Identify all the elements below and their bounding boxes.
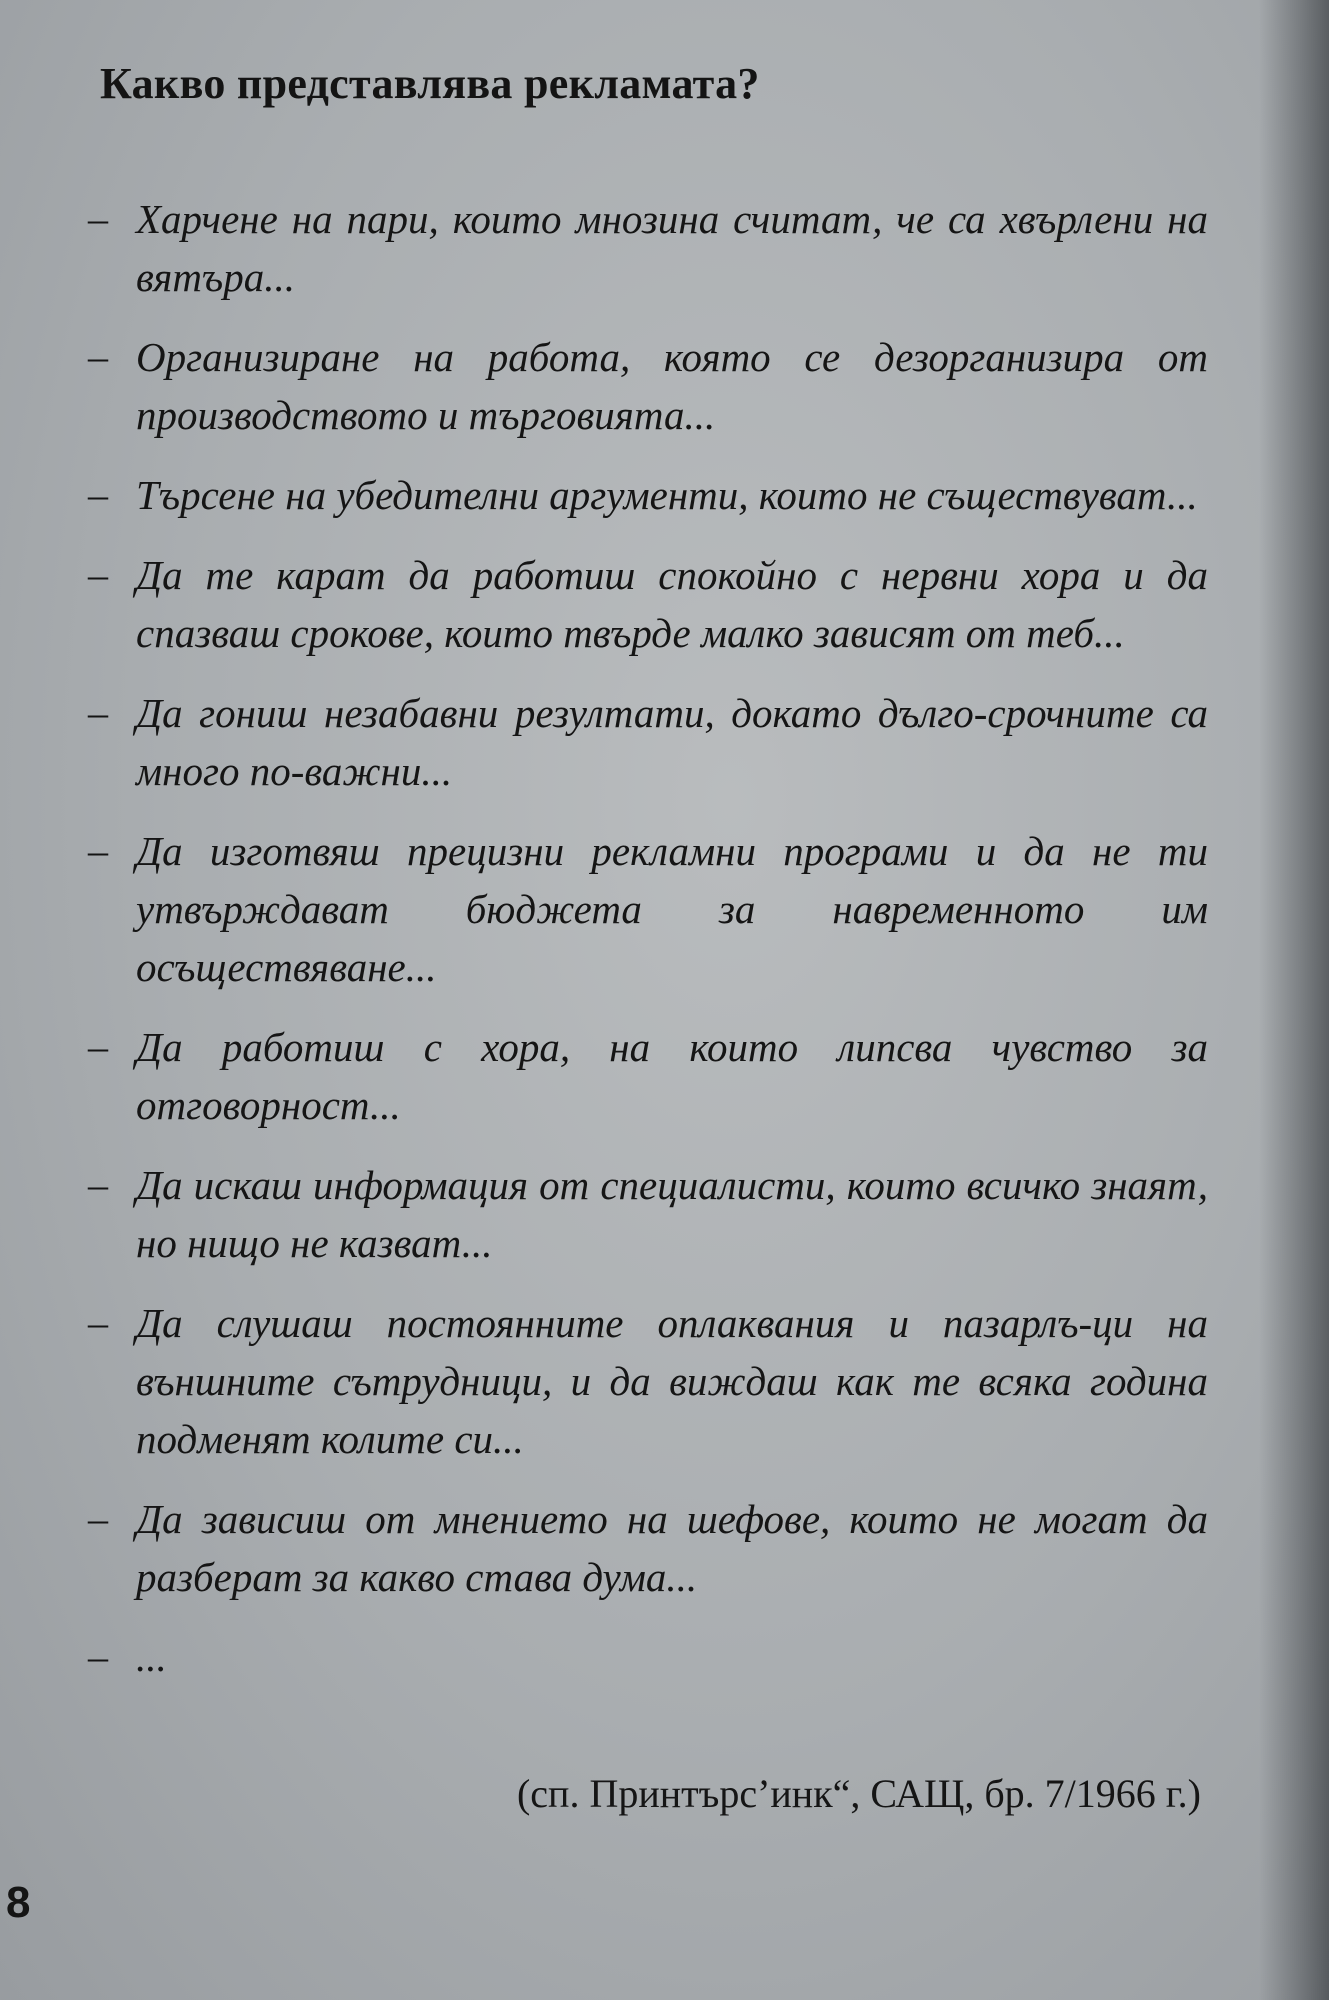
list-item: [88, 1294, 1208, 1468]
list-item: [88, 190, 1208, 306]
list-dash: –: [88, 1634, 108, 1679]
list-item: [88, 1156, 1208, 1272]
page-number: 8: [6, 1878, 31, 1927]
list-item-text: Да изготвяш прецизни рекламни програми и да не ти утвърждават бюджета за навременното им осъществяване...: [136, 828, 1208, 990]
list-dash: –: [88, 1162, 108, 1207]
list-dash: –: [88, 552, 108, 597]
list-item: [88, 466, 1208, 524]
list-item-text: Търсене на убедителни аргументи, които не съществуват...: [136, 472, 1198, 518]
list-item-text: Организиране на работа, която се дезорганизира от производството и търговията...: [136, 334, 1208, 438]
list-item: [88, 1018, 1208, 1134]
list-item-text: Да искаш информация от специалисти, които всичко знаят, но нищо не казват...: [136, 1162, 1208, 1266]
list-item-text: Да те карат да работиш спокойно с нервни хора и да спазваш срокове, които твърде малко зависят от теб...: [136, 552, 1208, 656]
list-item: [88, 1628, 1208, 1686]
list-item: [88, 822, 1208, 996]
list-item-text: Да гониш незабавни резултати, докато дълго-срочните са много по-важни...: [136, 690, 1208, 794]
list-item-text: ...: [136, 1634, 167, 1680]
list-item-text: Да зависиш от мнението на шефове, които не могат да разберат за какво става дума...: [136, 1496, 1208, 1600]
list-item-text: Да слушаш постоянните оплаквания и пазарлъ-ци на външните сътрудници, и да виждаш как те всяка година подменят колите си...: [136, 1300, 1208, 1462]
list-dash: –: [88, 334, 108, 379]
list-dash: –: [88, 1300, 108, 1345]
source-citation: (сп. Принтърс’инк“, САЩ, бр. 7/1966 г.): [516, 1771, 1201, 1816]
list-item: [88, 684, 1208, 800]
list-dash: –: [88, 196, 108, 241]
list-dash: –: [88, 472, 108, 517]
list-item-text: Харчене на пари, които мнозина считат, че са хвърлени на вятъра...: [136, 196, 1208, 300]
list-item: [88, 328, 1208, 444]
definition-list: [88, 190, 1208, 1708]
list-dash: –: [88, 1496, 108, 1541]
list-item: [88, 546, 1208, 662]
page-heading: Какво представлява рекламата?: [100, 59, 760, 108]
page-edge-shadow: [1259, 0, 1329, 2000]
list-item-text: Да работиш с хора, на които липсва чувство за отговорност...: [136, 1024, 1208, 1128]
list-dash: –: [88, 1024, 108, 1069]
list-item: [88, 1490, 1208, 1606]
list-dash: –: [88, 828, 108, 873]
list-dash: –: [88, 690, 108, 735]
